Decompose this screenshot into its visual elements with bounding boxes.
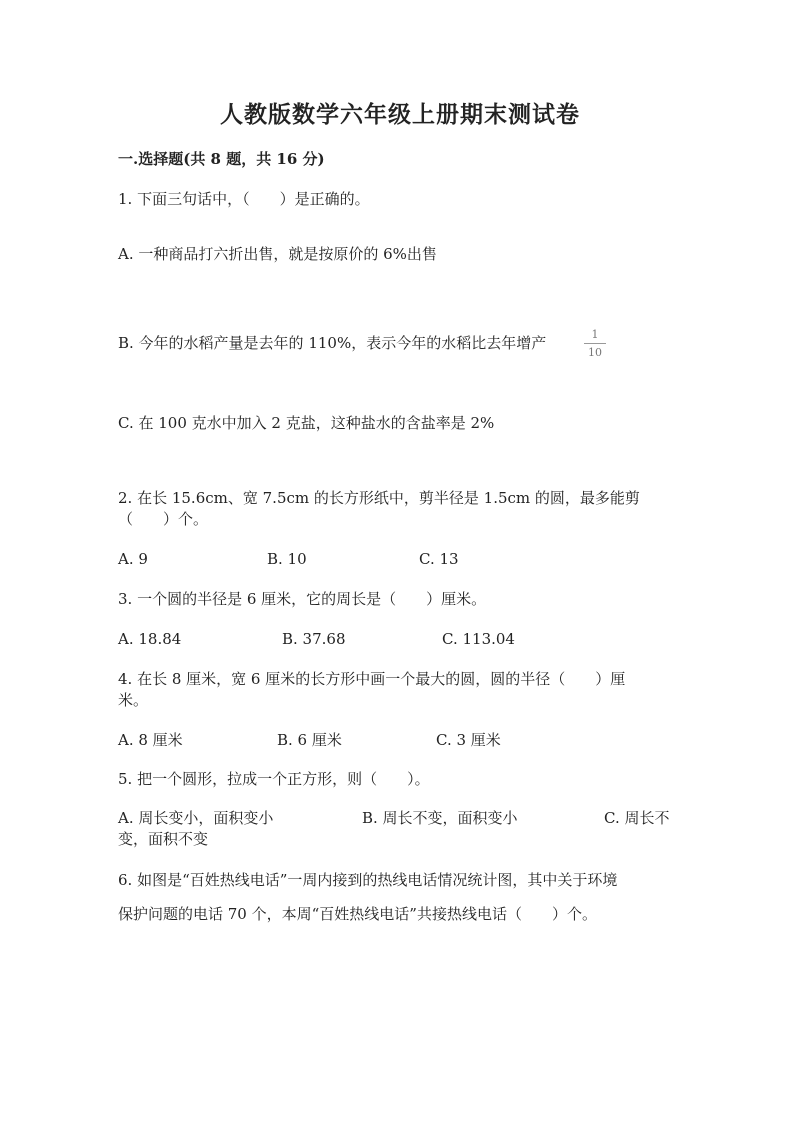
question-3-option-b: B. 37.68 <box>282 630 346 648</box>
fraction-bar <box>584 343 606 344</box>
page-title: 人教版数学六年级上册期末测试卷 <box>220 101 580 128</box>
question-4-stem-line-1: 4. 在长 8 厘米，宽 6 厘米的长方形中画一个最大的圆，圆的半径（ ）厘 <box>118 670 626 688</box>
question-5-option-c-continued: 变，面积不变 <box>118 830 209 848</box>
question-4-stem-line-2: 米。 <box>118 691 149 709</box>
question-4-option-b: B. 6 厘米 <box>277 731 342 749</box>
question-2-option-c: C. 13 <box>419 550 459 568</box>
question-4-option-a: A. 8 厘米 <box>118 731 183 749</box>
question-5-option-a: A. 周长变小，面积变小 <box>118 809 274 827</box>
question-1-option-c: C. 在 100 克水中加入 2 克盐，这种盐水的含盐率是 2% <box>118 414 495 432</box>
question-5-option-c: C. 周长不 <box>604 809 670 827</box>
question-3-option-c: C. 113.04 <box>442 630 515 648</box>
question-1-option-a: A. 一种商品打六折出售，就是按原价的 6%出售 <box>118 245 437 263</box>
fraction-denominator: 10 <box>588 346 602 359</box>
question-4-option-c: C. 3 厘米 <box>436 731 501 749</box>
question-1-option-b: B. 今年的水稻产量是去年的 110%，表示今年的水稻比去年增产 <box>118 334 547 352</box>
section-heading: 一.选择题(共 8 题，共 16 分) <box>118 150 325 168</box>
question-5-stem: 5. 把一个圆形，拉成一个正方形，则（ ）。 <box>118 770 430 788</box>
fraction-one-tenth <box>584 328 606 359</box>
question-2-stem-line-1: 2. 在长 15.6cm、宽 7.5cm 的长方形纸中，剪半径是 1.5cm 的圆，最多能剪 <box>118 489 640 507</box>
question-2-option-b: B. 10 <box>267 550 307 568</box>
question-3-option-a: A. 18.84 <box>118 630 182 648</box>
question-2-stem-line-2: （ ）个。 <box>118 510 209 528</box>
fraction-numerator: 1 <box>591 328 599 341</box>
question-3-stem: 3. 一个圆的半径是 6 厘米，它的周长是（ ）厘米。 <box>118 590 487 608</box>
question-1-stem: 1. 下面三句话中，（ ）是正确的。 <box>118 190 370 208</box>
question-2-option-a: A. 9 <box>118 550 148 568</box>
question-5-option-b: B. 周长不变，面积变小 <box>362 809 518 827</box>
question-6-stem-line-2: 保护问题的电话 70 个，本周“百姓热线电话”共接热线电话（ ）个。 <box>118 905 597 923</box>
question-6-stem-line-1: 6. 如图是“百姓热线电话”一周内接到的热线电话情况统计图，其中关于环境 <box>118 871 618 889</box>
